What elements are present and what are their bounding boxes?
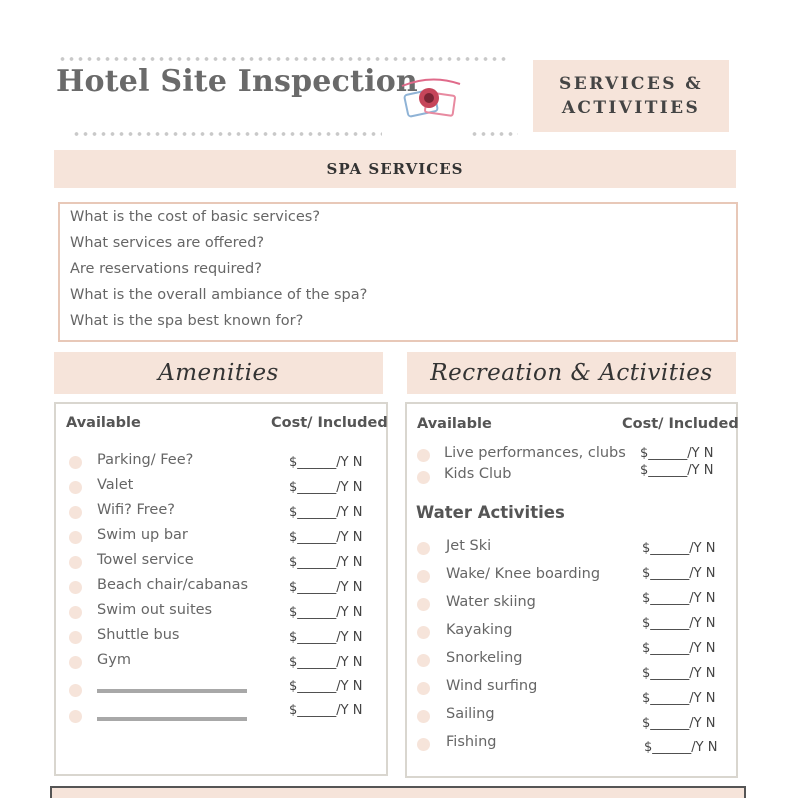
water-activity-label: Jet Ski [446,538,492,554]
water-activity-label: Wind surfing [446,678,538,694]
amenity-label: Gym [97,652,131,668]
water-activity-label: Wake/ Knee boarding [446,566,601,582]
water-activity-cost-field[interactable]: $______/Y N [642,566,716,581]
checkbox-circle[interactable] [417,682,430,695]
amenity-cost-field[interactable]: $______/Y N [289,630,363,645]
water-activity-label: Fishing [446,734,497,750]
water-activity-cost-field[interactable]: $______/Y N [642,716,716,731]
water-activity-cost-field[interactable]: $______/Y N [642,641,716,656]
amenity-label: Swim up bar [97,527,188,543]
water-activity-cost-field[interactable]: $______/Y N [642,541,716,556]
amenity-label: Wifi? Free? [97,502,175,518]
header-dots-bottom-right [470,132,518,136]
recreation-col-cost: Cost/ Included [622,416,739,432]
amenity-cost-field[interactable]: $______/Y N [289,555,363,570]
water-activity-cost-field[interactable]: $______/Y N [642,616,716,631]
amenities-heading: Amenities [54,352,383,394]
amenity-cost-field[interactable]: $______/Y N [289,530,363,545]
water-activity-cost-field[interactable]: $______/Y N [642,691,716,706]
checkbox-circle[interactable] [417,710,430,723]
amenity-cost-field[interactable]: $______/Y N [289,505,363,520]
amenity-label: Shuttle bus [97,627,180,643]
activity-label: Live performances, clubs [444,445,626,461]
amenity-cost-field[interactable]: $______/Y N [289,655,363,670]
water-activity-label: Snorkeling [446,650,523,666]
checkbox-circle[interactable] [69,506,82,519]
water-activity-label: Water skiing [446,594,536,610]
spa-question: What is the spa best known for? [70,313,304,329]
section-badge-line2: ACTIVITIES [561,98,701,118]
checkbox-circle[interactable] [417,654,430,667]
header-dots-bottom-left [72,132,382,136]
amenity-cost-field[interactable]: $______/Y N [289,605,363,620]
checkbox-circle[interactable] [417,471,430,484]
checkbox-circle[interactable] [417,598,430,611]
checkbox-circle[interactable] [69,531,82,544]
spa-question: What is the overall ambiance of the spa? [70,287,368,303]
recreation-panel [405,402,738,778]
amenity-label: Beach chair/cabanas [97,577,249,593]
amenity-cost-field[interactable]: $______/Y N [289,480,363,495]
header-dots-top [58,57,510,61]
amenities-col-cost: Cost/ Included [271,415,388,431]
next-section-band [50,786,746,798]
activity-cost-field[interactable]: $______/Y N [640,446,714,461]
amenity-label: Towel service [97,552,194,568]
amenity-label: Parking/ Fee? [97,452,194,468]
water-activity-cost-field[interactable]: $______/Y N [644,740,718,755]
checkbox-circle[interactable] [417,570,430,583]
checkbox-circle[interactable] [417,626,430,639]
spa-question: What is the cost of basic services? [70,209,321,225]
amenities-col-available: Available [66,415,141,431]
checkbox-circle[interactable] [69,631,82,644]
checkbox-circle[interactable] [69,606,82,619]
wanderlust-stamp-logo [398,74,464,126]
blank-line[interactable] [97,717,247,721]
spa-heading: SPA SERVICES [54,150,736,188]
blank-line[interactable] [97,689,247,693]
amenity-cost-field[interactable]: $______/Y N [289,703,363,718]
amenity-label: Swim out suites [97,602,213,618]
water-activity-cost-field[interactable]: $______/Y N [642,666,716,681]
checkbox-circle[interactable] [69,481,82,494]
checkbox-circle[interactable] [417,449,430,462]
amenity-cost-field[interactable]: $______/Y N [289,679,363,694]
spa-question: What services are offered? [70,235,265,251]
activity-cost-field[interactable]: $______/Y N [640,463,714,478]
activity-label: Kids Club [444,466,512,482]
checkbox-circle[interactable] [417,738,430,751]
checkbox-circle[interactable] [69,456,82,469]
water-activity-cost-field[interactable]: $______/Y N [642,591,716,606]
section-badge-line1: SERVICES & [559,74,703,94]
checkbox-circle[interactable] [69,710,82,723]
spa-questions-box [58,202,738,342]
water-activity-label: Kayaking [446,622,513,638]
water-activity-label: Sailing [446,706,495,722]
checkbox-circle[interactable] [69,556,82,569]
recreation-col-available: Available [417,416,492,432]
water-activities-heading: Water Activities [416,503,565,522]
section-badge [533,60,729,132]
recreation-heading: Recreation & Activities [407,352,736,394]
amenity-label: Valet [97,477,134,493]
checkbox-circle[interactable] [69,656,82,669]
spa-question: Are reservations required? [70,261,262,277]
amenity-cost-field[interactable]: $______/Y N [289,580,363,595]
amenity-cost-field[interactable]: $______/Y N [289,455,363,470]
amenities-panel [54,402,388,776]
page-title: Hotel Site Inspection [56,64,418,99]
checkbox-circle[interactable] [69,684,82,697]
checkbox-circle[interactable] [69,581,82,594]
checkbox-circle[interactable] [417,542,430,555]
